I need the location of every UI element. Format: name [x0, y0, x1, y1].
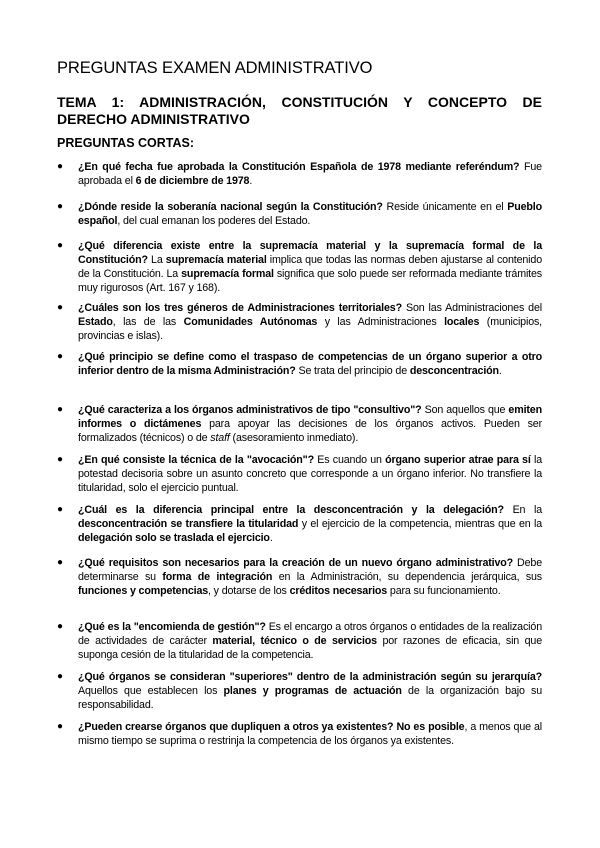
question-text: ¿Qué requisitos son necesarios para la creación de un nuevo órgano administrativo? [78, 557, 514, 569]
bullet-icon: ● [57, 721, 63, 732]
answer-text: Es el encargo a otros órganos o entidades de la realización de actividades de carácter [78, 621, 542, 647]
question-item [57, 670, 542, 712]
answer-emphasis: emiten informes o dictámenes [78, 404, 542, 430]
answer-emphasis: desconcentración se transfiere la titularidad [78, 518, 299, 530]
question-item [57, 620, 542, 662]
answer-text: (asesoramiento inmediato). [229, 432, 359, 444]
answer-text: y el ejercicio de la competencia, mientras que en la [298, 518, 543, 530]
bullet-icon: ● [57, 621, 63, 632]
answer-emphasis: créditos necesarios [289, 585, 388, 597]
question-text: ¿En qué consiste la técnica de la "avocación"? [78, 454, 314, 466]
question-item [57, 160, 542, 188]
answer-text: Reside únicamente en el [382, 201, 508, 213]
question-text: ¿Cuáles son los tres géneros de Administraciones territoriales? [78, 302, 402, 314]
document-title: PREGUNTAS EXAMEN ADMINISTRATIVO [57, 59, 373, 77]
answer-emphasis: locales [444, 316, 480, 328]
answer-emphasis: Comunidades Autónomas [183, 316, 318, 328]
question-text: ¿Qué diferencia existe entre la supremacía material y la supremacía formal de la Constitución? [78, 240, 542, 266]
bullet-icon: ● [57, 404, 63, 415]
question-text: ¿Qué órganos se consideran "superiores" dentro de la administración según su jerarquía? [78, 671, 542, 683]
answer-text: para su funcionamiento. [387, 585, 501, 597]
answer-emphasis: supremacía formal [181, 268, 274, 280]
question-text: ¿Cuál es la diferencia principal entre la desconcentración y la delegación? [78, 504, 504, 516]
answer-emphasis: desconcentración [409, 365, 499, 377]
answer-italic: staff [210, 432, 230, 444]
answer-emphasis: órgano superior atrae para sí [385, 454, 531, 466]
answer-emphasis: material, técnico o de servicios [212, 635, 377, 647]
answer-text: . [498, 365, 502, 377]
answer-emphasis: supremacía material [165, 254, 267, 266]
bullet-icon: ● [57, 161, 63, 172]
answer-emphasis: No es posible [396, 721, 465, 733]
answer-text: , las de las [112, 316, 184, 328]
question-item [57, 720, 543, 748]
answer-emphasis: funciones y competencias [78, 585, 209, 597]
answer-text: Debe determinarse su [78, 557, 542, 583]
answer-emphasis: forma de integración [162, 571, 273, 583]
bullet-icon: ● [57, 504, 63, 515]
topic-heading: TEMA 1: ADMINISTRACIÓN, CONSTITUCIÓN Y CONCEPTO DE DERECHO ADMINISTRATIVO [57, 94, 542, 127]
answer-text: implica que todas las normas deben ajustarse al contenido de la Constitución. La [78, 254, 542, 280]
answer-text: La [147, 254, 166, 266]
answer-text: Son aquellos que [421, 404, 509, 416]
answer-text: . [249, 175, 253, 187]
bullet-icon: ● [57, 557, 63, 568]
answer-text: significa que solo puede ser reformada mediante trámites muy rigurosos (Art. 167 y 168). [78, 268, 542, 294]
question-item [57, 350, 542, 378]
bullet-icon: ● [57, 240, 63, 251]
answer-text: de la organización bajo su responsabilidad. [78, 685, 542, 711]
answer-emphasis: Pueblo español [78, 201, 543, 227]
answer-text: Fue aprobada el [78, 161, 542, 187]
question-text: ¿Qué principio se define como el traspaso de competencias de un órgano superior a otro inferior dentro de la misma Administración? [78, 351, 542, 377]
answer-text: . [269, 532, 273, 544]
answer-emphasis: 6 de diciembre de 1978 [135, 175, 250, 187]
answer-emphasis: Estado [78, 316, 113, 328]
answer-text: (municipios, provincias e islas). [78, 316, 542, 342]
answer-text: En la [503, 504, 542, 516]
question-text: ¿Qué es la "encomienda de gestión"? [78, 621, 266, 633]
question-item [57, 239, 542, 295]
question-text: ¿Dónde reside la soberanía nacional según la Constitución? [78, 201, 383, 213]
answer-text: la potestad decisoria sobre un asunto concreto que corresponde a un órgano inferior. No transfiere la titularidad, solo el ejercicio puntual. [78, 454, 543, 494]
section-heading: PREGUNTAS CORTAS: [57, 136, 195, 150]
answer-text: Es cuando un [313, 454, 386, 466]
answer-text: , y dotarse de los [208, 585, 290, 597]
question-text: ¿Qué caracteriza a los órganos administrativos de tipo "consultivo"? [78, 404, 422, 416]
answer-text: , del cual emanan los poderes del Estado. [117, 215, 311, 227]
bullet-icon: ● [57, 302, 63, 313]
question-item [57, 556, 542, 598]
answer-text: y las Administraciones [317, 316, 445, 328]
question-item [57, 301, 542, 343]
answer-text: en la Administración, su dependencia jerárquica, sus [272, 571, 542, 583]
answer-text: Aquellos que establecen los [78, 685, 224, 697]
answer-emphasis: delegación solo se traslada el ejercicio [78, 532, 270, 544]
answer-text: , a menos que al mismo tiempo se suprima o restrinja la competencia de los órganos ya existentes. [78, 721, 543, 747]
question-item [57, 403, 542, 445]
answer-text: por razones de eficacia, sin que suponga cesión de la titularidad de la competencia. [78, 635, 542, 661]
question-item [57, 503, 543, 545]
question-text: ¿Pueden crearse órganos que dupliquen a otros ya existentes? [78, 721, 394, 733]
bullet-icon: ● [57, 351, 63, 362]
bullet-icon: ● [57, 671, 63, 682]
answer-text: Se trata del principio de [295, 365, 410, 377]
question-item [57, 453, 543, 495]
question-item [57, 200, 543, 228]
answer-text: para apoyar las decisiones de los órganos activos. Pueden ser formalizados (técnicos) o de [78, 418, 542, 444]
question-text: ¿En qué fecha fue aprobada la Constitución Española de 1978 mediante referéndum? [78, 161, 520, 173]
answer-text: Son las Administraciones del [401, 302, 542, 314]
answer-emphasis: planes y programas de actuación [223, 685, 402, 697]
bullet-icon: ● [57, 201, 63, 212]
bullet-icon: ● [57, 454, 63, 465]
